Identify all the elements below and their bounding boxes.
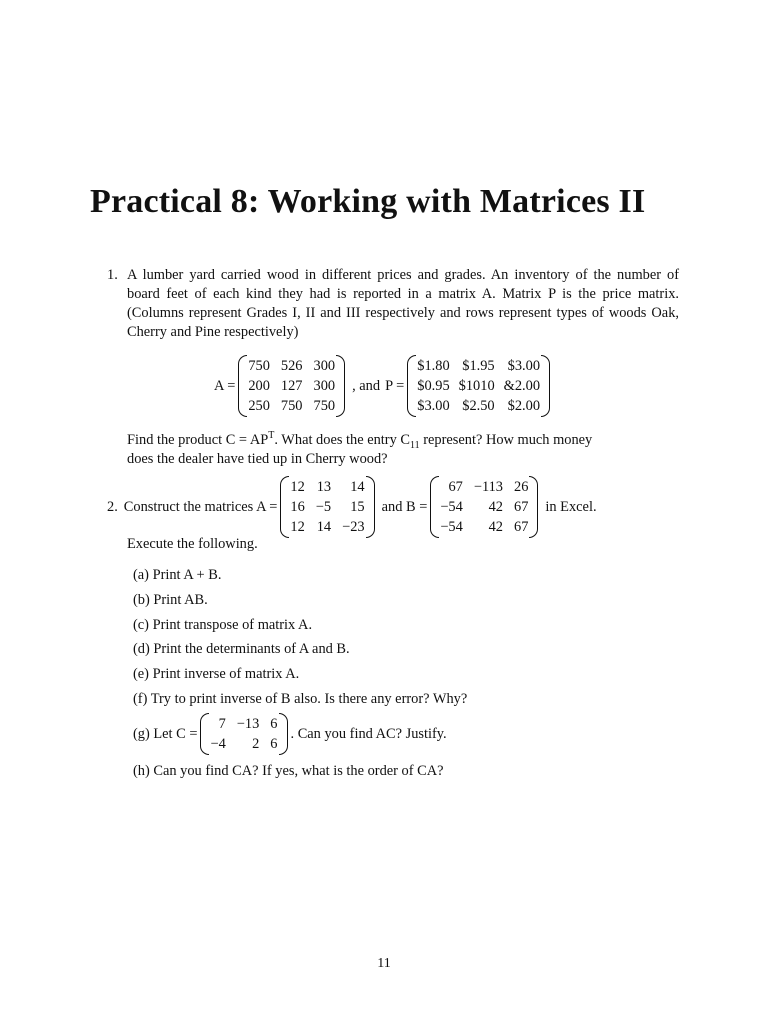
list-item: (e) Print inverse of matrix A. [133, 666, 300, 682]
q1-question-mid: . What does the entry C [274, 432, 410, 448]
matrix-cell: $2.00 [507, 398, 541, 414]
q1-question-line2: does the dealer have tied up in Cherry wood? [127, 451, 388, 467]
q2-lead: Construct the matrices A = [123, 498, 278, 515]
page-number: 11 [377, 956, 391, 971]
matrix-cell: 300 [313, 358, 336, 374]
matrix-cell: 67 [448, 479, 463, 495]
matrix-cell: −23 [342, 519, 365, 535]
matrix-c [200, 713, 287, 755]
matrix-cell: 6 [270, 736, 278, 752]
list-item-g [133, 713, 447, 755]
matrix-cell: 750 [248, 358, 270, 374]
q2-number: 2. [107, 498, 118, 515]
matrix-cell: 42 [488, 499, 503, 515]
matrix-cell: 750 [280, 398, 303, 414]
left-paren [200, 713, 209, 755]
matrix-cell: 42 [488, 519, 503, 535]
q1-question-pre: Find the product C = AP [127, 432, 269, 448]
q1-question-post: represent? How much money [419, 432, 593, 448]
matrix-cell: 12 [290, 479, 305, 495]
list-item: (d) Print the determinants of A and B. [133, 641, 350, 657]
q1-matrix-row [214, 355, 553, 417]
q2-matrix-a-grid [289, 476, 365, 538]
matrix-a-grid [247, 355, 336, 417]
q2-matrix-a [280, 476, 374, 538]
right-paren [529, 476, 538, 538]
list-item: (c) Print transpose of matrix A. [133, 617, 313, 633]
matrix-cell: −113 [473, 479, 503, 495]
matrix-cell: −5 [315, 499, 332, 515]
q2-and: and B = [381, 498, 428, 515]
matrix-cell: 67 [514, 499, 529, 515]
list-item: (h) Can you find CA? If yes, what is the order of CA? [133, 763, 444, 779]
matrix-cell: 6 [270, 716, 278, 732]
matrix-p [407, 355, 550, 417]
matrix-p-grid [416, 355, 541, 417]
matrix-cell: 127 [280, 378, 303, 394]
list-item: (f) Try to print inverse of B also. Is there any error? Why? [133, 691, 468, 707]
q1-label-a: A = [214, 377, 236, 394]
matrix-cell: 300 [313, 378, 336, 394]
matrix-cell: −13 [236, 716, 260, 732]
list-item: (a) Print A + B. [133, 567, 222, 583]
matrix-cell: $1.80 [417, 358, 450, 374]
matrix-cell: $2.50 [462, 398, 495, 414]
superscript-t: T [268, 430, 275, 442]
matrix-cell: $3.00 [417, 398, 450, 414]
subscript-11: 11 [409, 439, 420, 451]
matrix-cell: $1010 [458, 378, 495, 394]
matrix-cell: −4 [210, 736, 226, 752]
matrix-cell: &2.00 [503, 378, 541, 394]
item-g-pre: (g) Let C = [133, 725, 198, 742]
q2-execute: Execute the following. [127, 536, 258, 552]
matrix-c-grid [209, 713, 278, 755]
matrix-cell: 250 [248, 398, 270, 414]
left-paren [238, 355, 247, 417]
q2-matrix-b [430, 476, 538, 538]
matrix-cell: −54 [440, 499, 463, 515]
q2-matrix-b-grid [439, 476, 529, 538]
matrix-cell: 526 [280, 358, 303, 374]
matrix-cell: 12 [290, 519, 305, 535]
left-paren [430, 476, 439, 538]
q2-tail: in Excel. [545, 498, 597, 515]
q1-sep: , and [352, 377, 381, 394]
matrix-cell: −54 [440, 519, 463, 535]
right-paren [541, 355, 550, 417]
page-title: Practical 8: Working with Matrices II [90, 183, 646, 220]
left-paren [280, 476, 289, 538]
matrix-cell: $0.95 [417, 378, 450, 394]
q1-question-line1 [127, 431, 592, 450]
q2-matrix-row [107, 476, 597, 538]
right-paren [279, 713, 288, 755]
matrix-cell: 200 [248, 378, 270, 394]
item-g-post: . Can you find AC? Justify. [290, 725, 447, 742]
matrix-cell: 16 [290, 499, 305, 515]
matrix-cell: 750 [313, 398, 336, 414]
q1-number: 1. [107, 267, 118, 283]
matrix-cell: 26 [514, 479, 529, 495]
matrix-cell: 13 [316, 479, 332, 495]
matrix-cell: 14 [350, 479, 365, 495]
matrix-cell: 2 [252, 736, 260, 752]
matrix-cell: 67 [514, 519, 529, 535]
right-paren [366, 476, 375, 538]
right-paren [336, 355, 345, 417]
matrix-cell: $3.00 [507, 358, 541, 374]
matrix-cell: $1.95 [462, 358, 495, 374]
q1-text: A lumber yard carried wood in different prices and grades. An inventory of the number of board feet of each kind they had is reported in a matrix A. Matrix P is the price matrix. (Columns represent Grades I, II and III respectively and rows represent types of woods Oak, Cherry and Pine respectively) [127, 267, 679, 340]
list-item: (b) Print AB. [133, 592, 208, 608]
matrix-cell: 14 [316, 519, 332, 535]
left-paren [407, 355, 416, 417]
matrix-cell: 7 [218, 716, 226, 732]
matrix-a [238, 355, 345, 417]
matrix-cell: 15 [350, 499, 365, 515]
q1-label-p: P = [385, 377, 405, 394]
